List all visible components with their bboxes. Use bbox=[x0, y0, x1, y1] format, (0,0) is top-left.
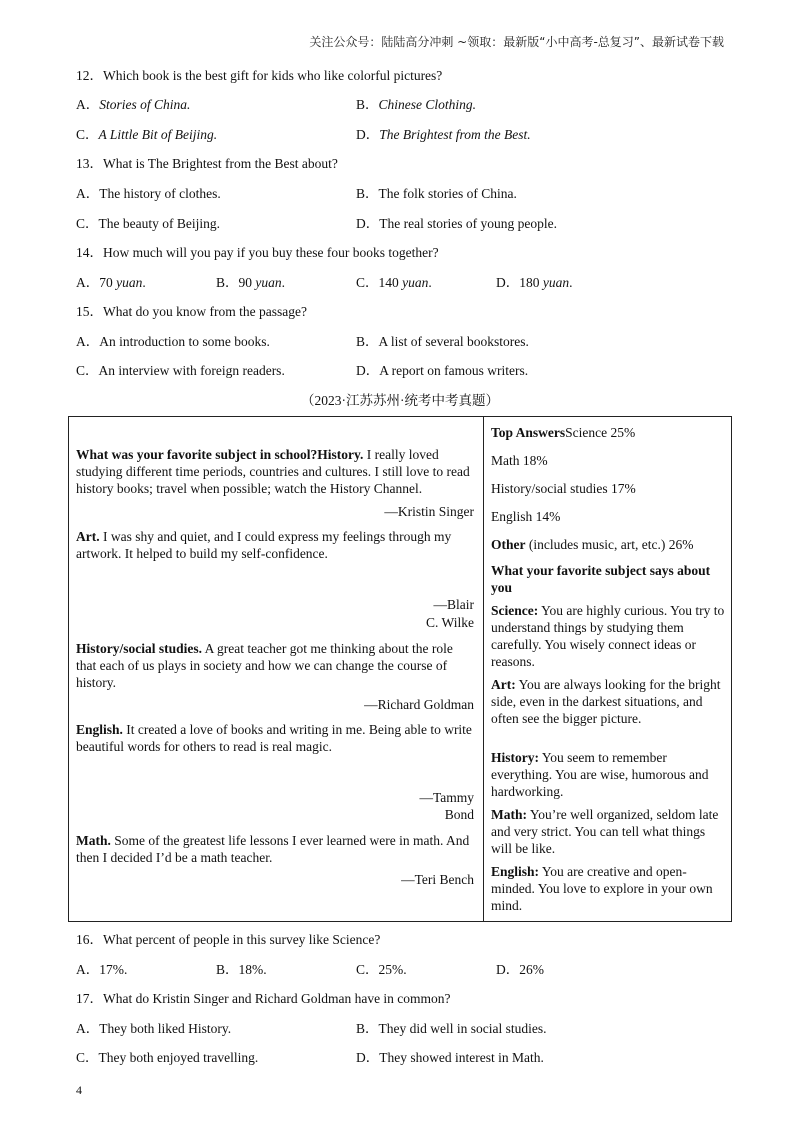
stat-other: Other (includes music, art, etc.) 26% bbox=[491, 537, 694, 552]
question-14-option-b: B．90 yuan. bbox=[216, 275, 286, 290]
stat-science: Top AnswersScience 25% bbox=[491, 425, 636, 440]
question-15-option-a: A．An introduction to some books. bbox=[76, 334, 270, 349]
question-12-option-b: B．Chinese Clothing. bbox=[356, 97, 477, 112]
left-paragraph-math: Math. Some of the greatest life lessons I ever learned were in math. And then I decided I’d be a math teacher. bbox=[76, 833, 470, 865]
left-paragraph-history: What was your favorite subject in school?History. I really loved studying different time periods, countries and cultures. I still love to read history books; travel when possible; watch the History Channel. bbox=[76, 447, 470, 496]
question-14-option-c: C．140 yuan. bbox=[356, 275, 432, 290]
question-12-option-a: A．Stories of China. bbox=[76, 97, 191, 112]
says-about-you-title: What your favorite subject says about you bbox=[491, 563, 711, 595]
question-13-option-b: B．The folk stories of China. bbox=[356, 186, 517, 201]
left-paragraph-art: Art. I was shy and quiet, and I could express my feelings through my artwork. It helped to build my self-confidence. bbox=[76, 529, 452, 561]
question-12-option-d: D．The Brightest from the Best. bbox=[356, 127, 531, 142]
signature-tammy-bond-2: Bond bbox=[444, 807, 474, 822]
question-17-option-d: D．They showed interest in Math. bbox=[356, 1050, 544, 1065]
trait-art: Art: You are always looking for the bright side, even in the darkest situations, and often see the bigger picture. bbox=[491, 677, 721, 726]
trait-math: Math: You’re well organized, seldom late and very strict. You can tell what things will be like. bbox=[491, 807, 719, 856]
trait-science: Science: You are highly curious. You try to understand things by studying them carefully. You wisely connect ideas or reasons. bbox=[491, 603, 725, 669]
question-12-stem: 12．Which book is the best gift for kids who like colorful pictures? bbox=[76, 68, 443, 83]
signature-teri-bench: —Teri Bench bbox=[401, 872, 474, 887]
trait-history: History: You seem to remember everything. You are wise, humorous and hardworking. bbox=[491, 750, 709, 799]
signature-blair-wilke-1: —Blair bbox=[433, 597, 474, 612]
table-divider bbox=[483, 417, 484, 921]
question-16-option-a: A．17%. bbox=[76, 962, 128, 977]
stat-history: History/social studies 17% bbox=[491, 481, 636, 496]
page-number: 4 bbox=[76, 1083, 82, 1097]
left-paragraph-social-studies: History/social studies. A great teacher got me thinking about the role that each of us plays in society and how we can change the course of history. bbox=[76, 641, 453, 690]
question-13-option-d: D．The real stories of young people. bbox=[356, 216, 557, 231]
question-17-option-a: A．They both liked History. bbox=[76, 1021, 232, 1036]
question-12-option-c: C．A Little Bit of Beijing. bbox=[76, 127, 218, 142]
trait-english: English: You are creative and open-minded. You love to explore in your own mind. bbox=[491, 864, 713, 913]
stat-math: Math 18% bbox=[491, 453, 548, 468]
question-13-stem: 13．What is The Brightest from the Best about? bbox=[76, 156, 338, 171]
question-13-option-c: C．The beauty of Beijing. bbox=[76, 216, 220, 231]
source-note: （2023·江苏苏州·统考中考真题） bbox=[301, 393, 499, 408]
question-14-option-a: A．70 yuan. bbox=[76, 275, 146, 290]
question-14-stem: 14．How much will you pay if you buy these four books together? bbox=[76, 245, 439, 260]
question-16-stem: 16．What percent of people in this survey like Science? bbox=[76, 932, 381, 947]
question-17-option-c: C．They both enjoyed travelling. bbox=[76, 1050, 259, 1065]
question-16-option-c: C．25%. bbox=[356, 962, 407, 977]
signature-richard-goldman: —Richard Goldman bbox=[364, 697, 474, 712]
question-14-option-d: D．180 yuan. bbox=[496, 275, 573, 290]
question-16-option-d: D．26% bbox=[496, 962, 544, 977]
question-15-option-d: D．A report on famous writers. bbox=[356, 363, 529, 378]
passage-table bbox=[68, 416, 732, 922]
question-16-option-b: B．18%. bbox=[216, 962, 267, 977]
question-13-option-a: A．The history of clothes. bbox=[76, 186, 221, 201]
question-15-option-c: C．An interview with foreign readers. bbox=[76, 363, 285, 378]
signature-tammy-bond-1: —Tammy bbox=[419, 790, 474, 805]
signature-blair-wilke-2: C. Wilke bbox=[426, 615, 474, 630]
signature-kristin-singer: —Kristin Singer bbox=[384, 504, 474, 519]
stat-english: English 14% bbox=[491, 509, 561, 524]
question-15-option-b: B．A list of several bookstores. bbox=[356, 334, 529, 349]
left-paragraph-english: English. It created a love of books and writing in me. Being able to write beautiful words for others to read is real magic. bbox=[76, 722, 472, 754]
question-15-stem: 15．What do you know from the passage? bbox=[76, 304, 307, 319]
question-17-stem: 17．What do Kristin Singer and Richard Goldman have in common? bbox=[76, 991, 451, 1006]
page-header: 关注公众号：陆陆高分冲刺 ~领取：最新版“小中高考-总复习”、最新试卷下载 bbox=[309, 35, 724, 49]
question-17-option-b: B．They did well in social studies. bbox=[356, 1021, 547, 1036]
